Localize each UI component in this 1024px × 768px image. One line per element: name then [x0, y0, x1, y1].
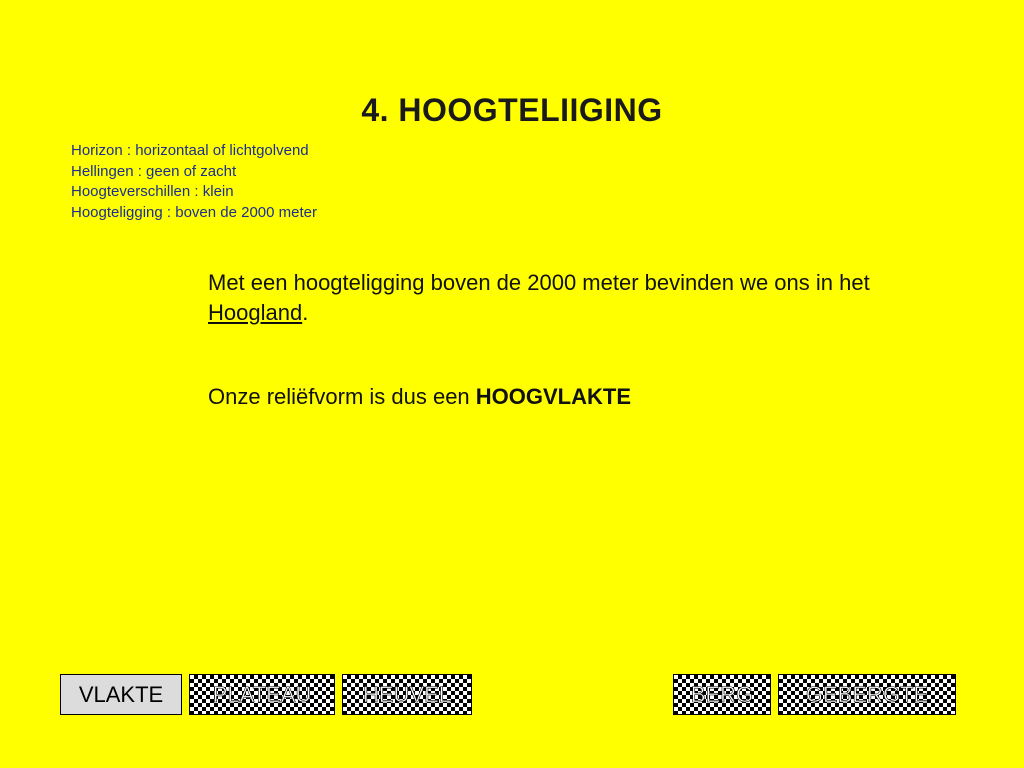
relief-form-emphasis: HOOGVLAKTE — [475, 384, 632, 409]
paragraph-conclusion — [208, 382, 928, 412]
heuvel-button-label: HEUVEL — [362, 681, 452, 707]
paragraph-hoogland-text: Met een hoogteligging boven de 2000 meter bevinden we ons in het — [208, 270, 870, 295]
slide-title: 4. HOOGTELIIGING — [361, 92, 663, 128]
paragraph-hoogland-end: . — [302, 300, 309, 325]
paragraph-conclusion-text: Onze reliëfvorm is dus een — [208, 384, 476, 409]
heuvel-button[interactable] — [342, 674, 472, 715]
vlakte-button-label: VLAKTE — [78, 681, 164, 707]
berg-button-label: BERG — [690, 681, 754, 707]
gebergte-button[interactable] — [778, 674, 956, 715]
gebergte-button-label: GEBERGTE — [805, 681, 929, 707]
vlakte-button[interactable] — [60, 674, 182, 715]
hoogland-link[interactable]: Hoogland — [208, 300, 303, 325]
relief-properties-list — [71, 141, 317, 223]
berg-button[interactable] — [673, 674, 771, 715]
paragraph-hoogland — [208, 268, 928, 328]
property-hellingen: Hellingen : geen of zacht — [71, 162, 237, 180]
property-hoogteverschillen: Hoogteverschillen : klein — [71, 183, 234, 200]
property-hoogteligging: Hoogteligging : boven de 2000 meter — [71, 203, 318, 221]
plateau-button[interactable] — [189, 674, 335, 715]
property-horizon: Horizon : horizontaal of lichtgolvend — [71, 142, 309, 159]
plateau-button-label: PLATEAU — [212, 681, 312, 707]
